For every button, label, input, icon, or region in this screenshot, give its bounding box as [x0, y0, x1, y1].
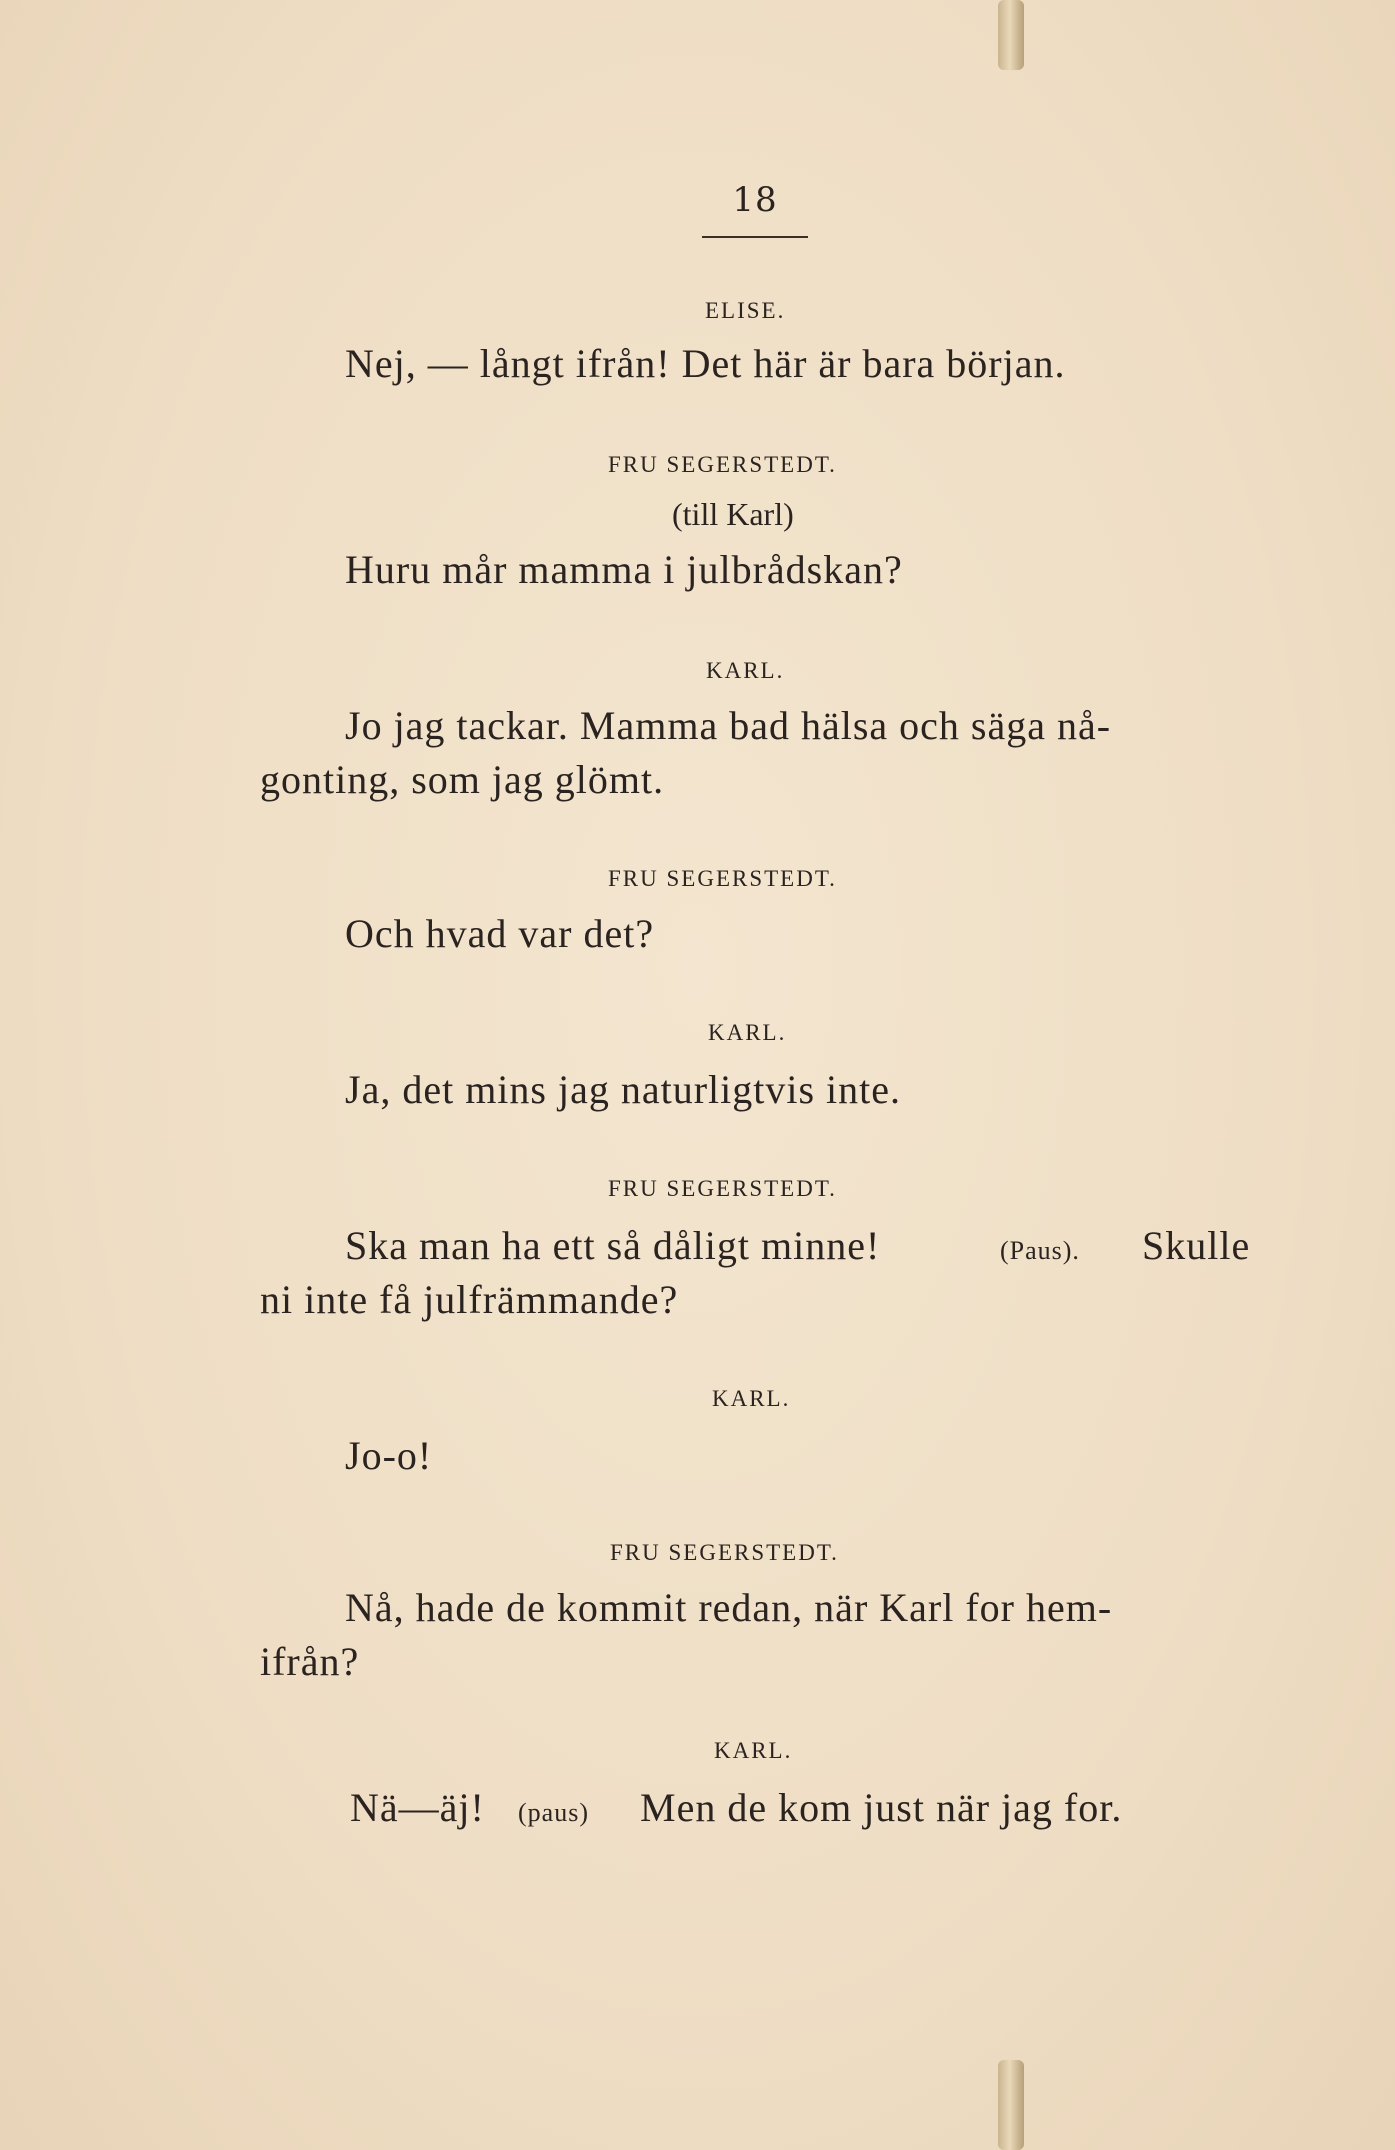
speaker-name: ELISE. — [705, 298, 786, 323]
dialogue-line: gonting, som jag glömt. — [260, 757, 665, 802]
dialogue-line: Och hvad var det? — [345, 911, 655, 956]
stage-direction: (till Karl) — [672, 496, 794, 532]
speaker-name: FRU SEGERSTEDT. — [608, 866, 837, 891]
speaker-name: KARL. — [714, 1738, 793, 1763]
speaker-name: FRU SEGERSTEDT. — [610, 1540, 839, 1565]
dialogue-line: Ska man ha ett så dåligt minne! — [345, 1223, 881, 1268]
dialogue-line: Huru mår mamma i julbrådskan? — [345, 547, 903, 592]
page-number-rule — [702, 236, 808, 238]
stage-direction: (Paus). — [1000, 1236, 1080, 1265]
dialogue-line: Men de kom just när jag for. — [640, 1785, 1123, 1830]
dialogue-line: ifrån? — [260, 1639, 360, 1684]
binding-thread-bottom — [998, 2060, 1024, 2150]
dialogue-line: Nej, — långt ifrån! Det här är bara början. — [345, 341, 1066, 386]
dialogue-line: Jo-o! — [345, 1433, 433, 1478]
speaker-name: KARL. — [706, 658, 785, 683]
speaker-name: FRU SEGERSTEDT. — [608, 452, 837, 477]
speaker-name: KARL. — [708, 1020, 787, 1045]
speaker-name: FRU SEGERSTEDT. — [608, 1176, 837, 1201]
binding-thread-top — [998, 0, 1024, 70]
stage-direction: (paus) — [518, 1798, 589, 1827]
dialogue-line: Jo jag tackar. Mamma bad hälsa och säga nå- — [345, 703, 1112, 748]
dialogue-line: Skulle — [1142, 1223, 1251, 1268]
dialogue-line: Ja, det mins jag naturligtvis inte. — [345, 1067, 902, 1112]
dialogue-line: Nä—äj! — [350, 1785, 485, 1830]
dialogue-line: Nå, hade de kommit redan, när Karl for hem- — [345, 1585, 1113, 1630]
page-number: 18 — [732, 180, 778, 220]
dialogue-line: ni inte få julfrämmande? — [260, 1277, 679, 1322]
speaker-name: KARL. — [712, 1386, 791, 1411]
